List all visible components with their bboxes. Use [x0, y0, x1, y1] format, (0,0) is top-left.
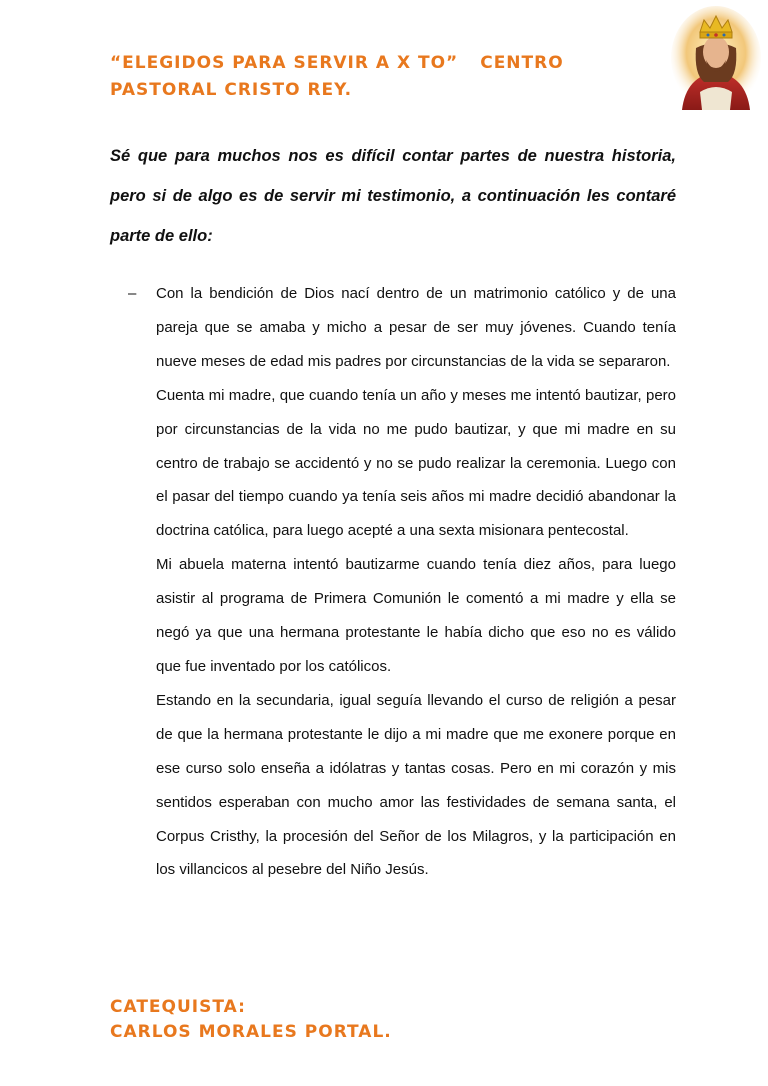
- page-header: [110, 50, 630, 104]
- testimony-paragraph: Mi abuela materna intentó bautizarme cuando tenía diez años, para luego asistir al programa de Primera Comunión le comentó a mi madre y ella se negó ya que una hermana protestante le había dicho que eso no es válido que fue inventado por los católicos.: [156, 556, 676, 675]
- footer-role: CATEQUISTA:: [110, 997, 246, 1017]
- testimony-paragraph: Cuenta mi madre, que cuando tenía un año y meses me intentó bautizar, pero por circunstancias de la vida no me pudo bautizar, y que mi madre en su centro de trabajo se accidentó y no se pudo realizar la ceremonia. Luego con el pasar del tiempo cuando ya tenía seis años mi madre decidió abandonar la doctrina católica, para luego acepté a una sexta misionara pentecostal.: [156, 386, 676, 540]
- footer-name: CARLOS MORALES PORTAL.: [110, 1022, 392, 1042]
- christ-king-portrait: [670, 2, 762, 110]
- header-title-line2: PASTORAL CRISTO REY.: [110, 80, 353, 100]
- list-dash: –: [128, 285, 137, 302]
- testimony-paragraph: Estando en la secundaria, igual seguía llevando el curso de religión a pesar de que la hermana protestante le dijo a mi madre que me exonere porque en ese curso solo enseña a idólatras y tantas cosas. Pero en mi corazón y mis sentidos esperaban con mucho amor las festividades de semana santa, el Corpus Cristhy, la procesión del Señor de los Milagros, y la participación en los villancicos al pesebre del Niño Jesús.: [156, 691, 676, 879]
- intro-paragraph: Sé que para muchos nos es difícil contar partes de nuestra historia, pero si de algo es de servir mi testimonio, a continuación les contaré parte de ello:: [110, 147, 676, 245]
- page-footer: [110, 995, 392, 1045]
- list-item: [110, 277, 676, 887]
- header-subtitle: CENTRO: [480, 53, 564, 73]
- testimony-paragraph: Con la bendición de Dios nací dentro de un matrimonio católico y de una pareja que se amaba y micho a pesar de ser muy jóvenes. Cuando tenía nueve meses de edad mis padres por circunstancias de la vida se separaron.: [156, 285, 676, 370]
- header-title: “ELEGIDOS PARA SERVIR A X TO”: [110, 53, 459, 73]
- testimony-list: [110, 277, 676, 887]
